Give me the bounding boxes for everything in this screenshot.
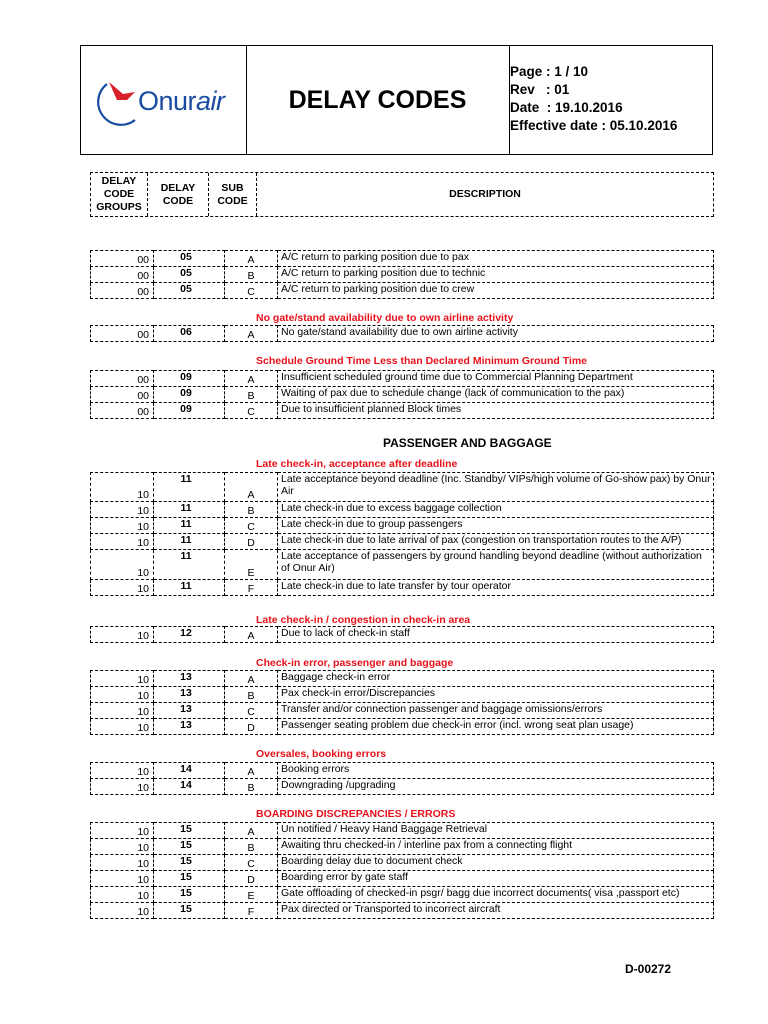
group-cell: 10 (91, 671, 154, 687)
sub-code-cell: B (225, 687, 278, 703)
col-delay-code: DELAY CODE (148, 173, 209, 216)
table-row (91, 283, 714, 299)
code-cell: 11 (154, 550, 225, 580)
table-row (91, 387, 714, 403)
delay-code-table (90, 762, 714, 795)
table-row (91, 518, 714, 534)
code-cell: 05 (154, 251, 225, 267)
logo-wordmark: Onurair (138, 86, 225, 116)
description-cell: Late acceptance of passengers by ground handling beyond deadline (without authorization of Onur Air) (278, 550, 714, 580)
code-cell: 15 (154, 871, 225, 887)
table-row (91, 703, 714, 719)
table-row (91, 502, 714, 518)
code-cell: 13 (154, 703, 225, 719)
passenger-baggage-heading: PASSENGER AND BAGGAGE (383, 436, 552, 450)
table-row (91, 326, 714, 342)
sub-code-cell: C (225, 703, 278, 719)
section-title: Check-in error, passenger and baggage (256, 657, 454, 669)
group-cell: 10 (91, 627, 154, 643)
group-cell: 10 (91, 871, 154, 887)
description-cell: Baggage check-in error (278, 671, 714, 687)
document-id: D-00272 (625, 962, 672, 976)
group-cell: 10 (91, 823, 154, 839)
description-cell: Boarding delay due to document check (278, 855, 714, 871)
description-cell: A/C return to parking position due to crew (278, 283, 714, 299)
group-cell: 00 (91, 283, 154, 299)
sub-code-cell: A (225, 251, 278, 267)
description-cell: A/C return to parking position due to technic (278, 267, 714, 283)
table-row (91, 671, 714, 687)
logo-cell (81, 46, 247, 154)
section-title: Late check-in / congestion in check-in area (256, 614, 471, 626)
description-cell: Pax directed or Transported to incorrect aircraft (278, 903, 714, 919)
sub-code-cell: A (225, 627, 278, 643)
section-title: Schedule Ground Time Less than Declared Minimum Ground Time (256, 355, 588, 367)
table-row (91, 763, 714, 779)
description-cell: Waiting of pax due to schedule change (lack of communication to the pax) (278, 387, 714, 403)
description-cell: Transfer and/or connection passenger and baggage omissions/errors (278, 703, 714, 719)
code-cell: 09 (154, 371, 225, 387)
code-cell: 11 (154, 473, 225, 502)
code-cell: 14 (154, 779, 225, 795)
table-row (91, 371, 714, 387)
sub-code-cell: C (225, 403, 278, 419)
table-row (91, 534, 714, 550)
description-cell: Boarding error by gate staff (278, 871, 714, 887)
code-cell: 11 (154, 580, 225, 596)
delay-code-table (90, 822, 714, 919)
group-cell: 10 (91, 903, 154, 919)
table-row (91, 251, 714, 267)
code-cell: 11 (154, 518, 225, 534)
sub-code-cell: B (225, 267, 278, 283)
group-cell: 10 (91, 887, 154, 903)
description-cell: Pax check-in error/Discrepancies (278, 687, 714, 703)
description-cell: Un notified / Heavy Hand Baggage Retrieval (278, 823, 714, 839)
section-title: No gate/stand availability due to own airline activity (256, 312, 514, 324)
code-cell: 13 (154, 687, 225, 703)
table-row (91, 580, 714, 596)
description-cell: Booking errors (278, 763, 714, 779)
sub-code-cell: A (225, 763, 278, 779)
table-row (91, 823, 714, 839)
code-cell: 15 (154, 855, 225, 871)
section-title: BOARDING DISCREPANCIES / ERRORS (256, 808, 456, 820)
sub-code-cell: B (225, 779, 278, 795)
delay-code-table (90, 670, 714, 735)
table-row (91, 473, 714, 502)
table-column-header (90, 172, 714, 217)
delay-code-table (90, 325, 714, 342)
table-row (91, 855, 714, 871)
sub-code-cell: A (225, 473, 278, 502)
group-cell: 00 (91, 403, 154, 419)
table-row (91, 903, 714, 919)
table-row (91, 267, 714, 283)
group-cell: 10 (91, 550, 154, 580)
code-cell: 09 (154, 403, 225, 419)
code-cell: 09 (154, 387, 225, 403)
col-delay-code-groups: DELAY CODE GROUPS (91, 173, 148, 216)
group-cell: 10 (91, 719, 154, 735)
sub-code-cell: C (225, 855, 278, 871)
group-cell: 10 (91, 779, 154, 795)
col-description: DESCRIPTION (449, 188, 521, 200)
group-cell: 10 (91, 763, 154, 779)
description-cell: Gate offloading of checked-in psgr/ bagg due incorrect documents( visa ,passport etc) (278, 887, 714, 903)
document-title: DELAY CODES (246, 46, 510, 154)
group-cell: 00 (91, 387, 154, 403)
group-cell: 00 (91, 267, 154, 283)
group-cell: 10 (91, 534, 154, 550)
sub-code-cell: F (225, 580, 278, 596)
sub-code-cell: D (225, 534, 278, 550)
table-row (91, 627, 714, 643)
table-row (91, 719, 714, 735)
group-cell: 00 (91, 251, 154, 267)
delay-code-table (90, 626, 714, 643)
description-cell: Downgrading /upgrading (278, 779, 714, 795)
sub-code-cell: A (225, 371, 278, 387)
sub-code-cell: B (225, 387, 278, 403)
code-cell: 12 (154, 627, 225, 643)
description-cell: Due to insufficient planned Block times (278, 403, 714, 419)
revision: Rev : 01 (510, 82, 570, 97)
group-cell: 10 (91, 703, 154, 719)
code-cell: 05 (154, 267, 225, 283)
table-row (91, 687, 714, 703)
code-cell: 06 (154, 326, 225, 342)
code-cell: 15 (154, 887, 225, 903)
code-cell: 14 (154, 763, 225, 779)
document-meta (510, 63, 710, 135)
sub-code-cell: C (225, 518, 278, 534)
group-cell: 10 (91, 502, 154, 518)
description-cell: Awaiting thru checked-in / interline pax from a connecting flight (278, 839, 714, 855)
code-cell: 13 (154, 671, 225, 687)
description-cell: Late check-in due to late arrival of pax (congestion on transportation routes to the A/P) (278, 534, 714, 550)
page-number: Page : 1 / 10 (510, 64, 589, 79)
sub-code-cell: C (225, 283, 278, 299)
description-cell: A/C return to parking position due to pax (278, 251, 714, 267)
description-cell: Late check-in due to group passengers (278, 518, 714, 534)
code-cell: 13 (154, 719, 225, 735)
sub-code-cell: E (225, 550, 278, 580)
group-cell: 10 (91, 839, 154, 855)
sub-code-cell: D (225, 719, 278, 735)
section-title: Late check-in, acceptance after deadline (256, 458, 458, 470)
code-cell: 15 (154, 903, 225, 919)
group-cell: 10 (91, 518, 154, 534)
sub-code-cell: A (225, 671, 278, 687)
description-cell: No gate/stand availability due to own airline activity (278, 326, 714, 342)
description-cell: Insufficient scheduled ground time due to Commercial Planning Department (278, 371, 714, 387)
code-cell: 15 (154, 839, 225, 855)
group-cell: 10 (91, 855, 154, 871)
effective-date: Effective date : 05.10.2016 (510, 118, 678, 133)
section-title: Oversales, booking errors (256, 748, 387, 760)
description-cell: Late check-in due to late transfer by tour operator (278, 580, 714, 596)
delay-code-table (90, 472, 714, 596)
col-sub-code: SUB CODE (209, 173, 257, 216)
description-cell: Due to lack of check-in staff (278, 627, 714, 643)
sub-code-cell: A (225, 326, 278, 342)
sub-code-cell: B (225, 839, 278, 855)
table-row (91, 550, 714, 580)
document-header (80, 45, 713, 155)
date: Date : 19.10.2016 (510, 100, 623, 115)
table-row (91, 403, 714, 419)
group-cell: 10 (91, 473, 154, 502)
group-cell: 10 (91, 580, 154, 596)
table-row (91, 839, 714, 855)
delay-code-table (90, 370, 714, 419)
sub-code-cell: F (225, 903, 278, 919)
delay-code-table (90, 250, 714, 299)
code-cell: 15 (154, 823, 225, 839)
table-row (91, 887, 714, 903)
sub-code-cell: D (225, 871, 278, 887)
sub-code-cell: E (225, 887, 278, 903)
group-cell: 00 (91, 326, 154, 342)
code-cell: 11 (154, 534, 225, 550)
table-row (91, 871, 714, 887)
group-cell: 00 (91, 371, 154, 387)
table-row (91, 779, 714, 795)
onurair-logo-icon (95, 76, 141, 126)
sub-code-cell: B (225, 502, 278, 518)
description-cell: Late acceptance beyond deadline (Inc. Standby/ VIPs/high volume of Go-show pax) by Onur Air (278, 473, 714, 502)
code-cell: 05 (154, 283, 225, 299)
description-cell: Late check-in due to excess baggage collection (278, 502, 714, 518)
group-cell: 10 (91, 687, 154, 703)
sub-code-cell: A (225, 823, 278, 839)
description-cell: Passenger seating problem due check-in error (incl. wrong seat plan usage) (278, 719, 714, 735)
code-cell: 11 (154, 502, 225, 518)
